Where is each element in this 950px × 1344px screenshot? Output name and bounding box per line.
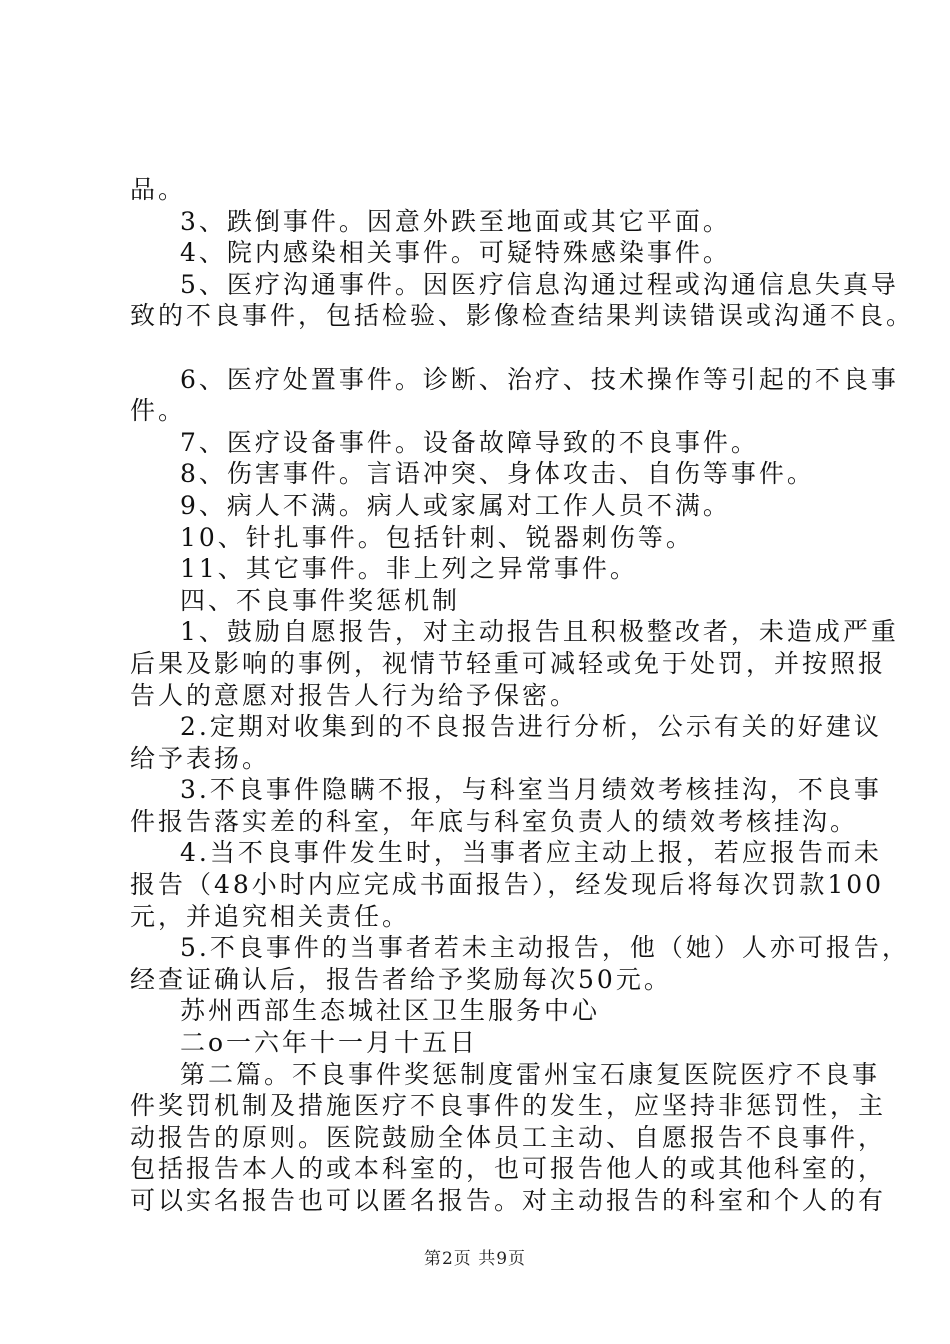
text-line: 第二篇。不良事件奖惩制度雷州宝石康复医院医疗不良事 <box>180 1059 881 1089</box>
text-line: 4.当不良事件发生时，当事者应主动上报，若应报告而未 <box>180 838 882 868</box>
text-line: 5、医疗沟通事件。因医疗信息沟通过程或沟通信息失真导 <box>180 269 899 299</box>
text-line: 元，并追究相关责任。 <box>130 901 411 931</box>
text-line: 件报告落实差的科室，年底与科室负责人的绩效考核挂沟。 <box>130 806 859 836</box>
text-line: 11、其它事件。非上列之异常事件。 <box>180 554 638 584</box>
text-line: 致的不良事件，包括检验、影像检查结果判读错误或沟通不良。 <box>130 301 915 331</box>
text-line: 可以实名报告也可以匿名报告。对主动报告的科室和个人的有 <box>130 1186 887 1215</box>
document-date: 二o一六年十一月十五日 <box>180 1028 479 1058</box>
text-line: 7、医疗设备事件。设备故障导致的不良事件。 <box>180 427 759 457</box>
text-line: 件奖罚机制及措施医疗不良事件的发生，应坚持非惩罚性，主 <box>130 1091 887 1121</box>
text-line: 10、针扎事件。包括针刺、锐器刺伤等。 <box>180 522 694 552</box>
text-line: 动报告的原则。医院鼓励全体员工主动、自愿报告不良事件， <box>130 1122 887 1152</box>
text-line: 告人的意愿对报告人行为给予保密。 <box>130 680 579 710</box>
text-line: 9、病人不满。病人或家属对工作人员不满。 <box>180 490 731 520</box>
page-number-footer: 第2页 共9页 <box>423 1249 527 1269</box>
text-line: 4、院内感染相关事件。可疑特殊感染事件。 <box>180 238 731 268</box>
text-line: 包括报告本人的或本科室的，也可报告他人的或其他科室的， <box>130 1154 887 1184</box>
text-line: 品。 <box>130 175 187 204</box>
text-line: 3.不良事件隐瞒不报，与科室当月绩效考核挂沟，不良事 <box>180 775 882 805</box>
text-line: 件。 <box>130 396 187 426</box>
text-line: 1、鼓励自愿报告，对主动报告且积极整改者，未造成严重 <box>180 617 899 647</box>
text-line: 6、医疗处置事件。诊断、治疗、技术操作等引起的不良事 <box>180 364 899 394</box>
document-body <box>130 174 915 1217</box>
text-line: 给予表扬。 <box>130 743 271 773</box>
text-line: 经查证确认后，报告者给予奖励每次50元。 <box>130 964 672 994</box>
text-line: 后果及影响的事例，视情节轻重可减轻或免于处罚，并按照报 <box>130 648 887 678</box>
section-heading: 四、不良事件奖惩机制 <box>180 585 461 615</box>
organization-signature: 苏州西部生态城社区卫生服务中心 <box>180 996 601 1026</box>
text-line: 3、跌倒事件。因意外跌至地面或其它平面。 <box>180 206 731 236</box>
paragraph-gap <box>130 332 836 364</box>
text-line: 5.不良事件的当事者若未主动报告，他（她）人亦可报告， <box>180 933 910 963</box>
text-line: 8、伤害事件。言语冲突、身体攻击、自伤等事件。 <box>180 459 815 489</box>
text-line: 2.定期对收集到的不良报告进行分析，公示有关的好建议 <box>180 712 882 742</box>
text-line: 报告（48小时内应完成书面报告），经发现后将每次罚款100 <box>130 870 885 900</box>
